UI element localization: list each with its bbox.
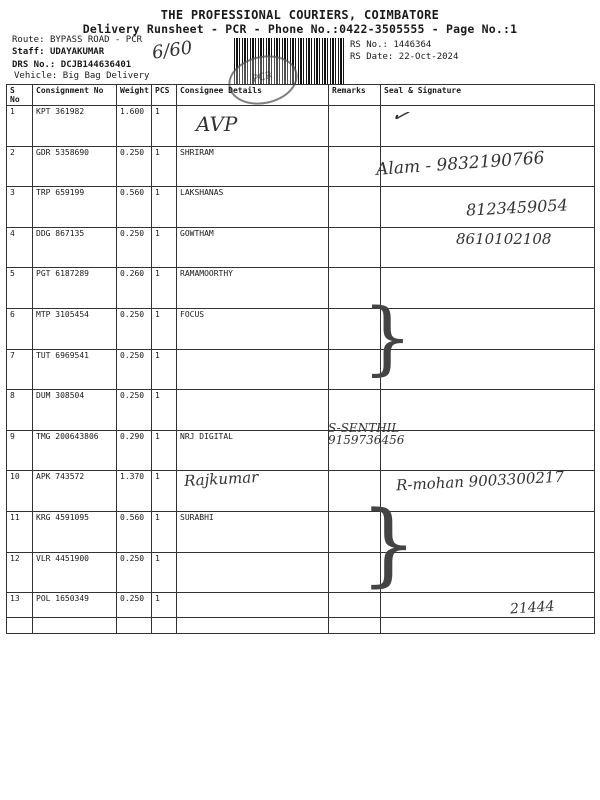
cell-consignment: DUM 308504 (33, 390, 117, 431)
cell-consignee (177, 349, 329, 390)
cell-remarks (329, 593, 381, 634)
cell-weight: 1.600 (117, 106, 152, 147)
cell-sno: 13 (7, 593, 33, 634)
handwritten-signature-row10: R-mohan 9003300217 (395, 467, 565, 495)
cell-consignee (177, 390, 329, 431)
cell-pcs: 1 (152, 349, 177, 390)
col-sno: S No (7, 85, 33, 106)
table-row (7, 511, 595, 552)
cell-sno: 10 (7, 471, 33, 512)
route-value: BYPASS ROAD - PCR (49, 35, 143, 45)
rs-no-line (350, 40, 431, 51)
cell-weight: 0.250 (117, 349, 152, 390)
cell-pcs: 1 (152, 552, 177, 593)
cell-pcs: 1 (152, 187, 177, 228)
drs-value: DCJB144636401 (60, 60, 132, 70)
pcr-stamp: PCR (224, 49, 302, 111)
rs-date-line (350, 52, 458, 63)
bracket-mark-rows-11-13: } (360, 492, 418, 597)
vehicle-value: Big Bag Delivery (62, 71, 150, 81)
cell-consignment: MTP 3105454 (33, 308, 117, 349)
cell-remarks (329, 227, 381, 268)
table-row (7, 106, 595, 147)
vehicle-label: Vehicle: (14, 71, 58, 81)
cell-pcs: 1 (152, 146, 177, 187)
cell-consignee: FOCUS (177, 308, 329, 349)
vehicle-line (14, 71, 149, 82)
cell-pcs: 1 (152, 511, 177, 552)
cell-consignment: TRP 659199 (33, 187, 117, 228)
cell-sno: 6 (7, 308, 33, 349)
cell-consignment: TUT 6969541 (33, 349, 117, 390)
checkmark-scribble: ✓ (388, 100, 413, 130)
table-row (7, 552, 595, 593)
cell-consignment: KPT 361982 (33, 106, 117, 147)
cell-weight: 0.260 (117, 268, 152, 309)
handwritten-count: 6/60 (150, 37, 194, 64)
cell-consignee (177, 593, 329, 634)
handwritten-consignee-row10: Rajkumar (183, 468, 259, 490)
cell-pcs: 1 (152, 430, 177, 471)
handwritten-signature-row2: Alam - 9832190766 (375, 148, 546, 180)
cell-consignee: RAMAMOORTHY (177, 268, 329, 309)
cell-sno: 9 (7, 430, 33, 471)
cell-consignment: KRG 4591095 (33, 511, 117, 552)
rs-no-label: RS No.: (350, 40, 388, 50)
cell-remarks (329, 187, 381, 228)
staff-label: Staff: (12, 47, 45, 57)
table-row (7, 430, 595, 471)
cell-consignment: APK 743572 (33, 471, 117, 512)
cell-pcs: 1 (152, 268, 177, 309)
handwritten-phone-row3: 8123459054 (465, 195, 569, 220)
cell-sno: 11 (7, 511, 33, 552)
cell-weight: 0.250 (117, 390, 152, 431)
cell-pcs: 1 (152, 106, 177, 147)
cell-consignment: POL 1650349 (33, 593, 117, 634)
drs-label: DRS No.: (12, 60, 56, 70)
cell-consignment: GDR 5358690 (33, 146, 117, 187)
cell-consignee: LAKSHANAS (177, 187, 329, 228)
cell-pcs: 1 (152, 593, 177, 634)
cell-consignee: SHRIRAM (177, 146, 329, 187)
cell-sno: 4 (7, 227, 33, 268)
table-row (7, 349, 595, 390)
cell-sno: 1 (7, 106, 33, 147)
cell-sno: 3 (7, 187, 33, 228)
cell-consignee: NRJ DIGITAL (177, 430, 329, 471)
col-pcs: PCS (152, 85, 177, 106)
runsheet-subtitle: Delivery Runsheet - PCR - Phone No.:0422-3505555 - Page No.:1 (82, 22, 518, 36)
table-row (7, 268, 595, 309)
route-line (12, 35, 142, 46)
cell-weight: 1.370 (117, 471, 152, 512)
cell-sno: 12 (7, 552, 33, 593)
cell-consignment: TMG 200643806 (33, 430, 117, 471)
handwritten-phone-row4: 8610102108 (456, 230, 552, 248)
rs-date-value: 22-Oct-2024 (398, 52, 459, 62)
cell-pcs: 1 (152, 227, 177, 268)
handwritten-consignee-row1: AVP (196, 112, 238, 136)
cell-weight: 0.250 (117, 146, 152, 187)
cell-pcs: 1 (152, 390, 177, 431)
cell-consignee: GOWTHAM (177, 227, 329, 268)
cell-pcs: 1 (152, 308, 177, 349)
staff-value: UDAYAKUMAR (49, 47, 105, 57)
cell-weight: 0.250 (117, 308, 152, 349)
cell-weight: 0.250 (117, 593, 152, 634)
cell-signature (381, 106, 595, 147)
cell-weight: 0.250 (117, 227, 152, 268)
table-header-row (7, 85, 595, 106)
drs-line (12, 60, 131, 71)
cell-sno: 7 (7, 349, 33, 390)
table-row (7, 593, 595, 634)
cell-sno: 2 (7, 146, 33, 187)
cell-pcs: 1 (152, 471, 177, 512)
route-label: Route: (12, 35, 45, 45)
cell-consignee (177, 552, 329, 593)
company-title: THE PROFESSIONAL COURIERS, COIMBATORE (160, 8, 440, 22)
cell-sno: 8 (7, 390, 33, 431)
cell-weight: 0.560 (117, 187, 152, 228)
table-bottom-rule (6, 617, 594, 618)
cell-consignment: DDG 867135 (33, 227, 117, 268)
table-row (7, 390, 595, 431)
cell-weight: 0.250 (117, 552, 152, 593)
cell-remarks (329, 146, 381, 187)
cell-signature (381, 593, 595, 634)
handwritten-remark-row9: S-SENTHIL 9159736456 (328, 421, 405, 447)
col-consignment: Consignment No (33, 85, 117, 106)
rs-no-value: 1446364 (393, 40, 432, 50)
rs-date-label: RS Date: (350, 52, 394, 62)
bracket-mark-rows-6-8: } (362, 291, 413, 384)
cell-weight: 0.560 (117, 511, 152, 552)
cell-remarks (329, 106, 381, 147)
cell-consignment: PGT 6187289 (33, 268, 117, 309)
table-row (7, 308, 595, 349)
col-remarks: Remarks (329, 85, 381, 106)
cell-consignee: SURABHI (177, 511, 329, 552)
staff-line (12, 47, 104, 58)
cell-sno: 5 (7, 268, 33, 309)
cell-weight: 0.290 (117, 430, 152, 471)
cell-consignment: VLR 4451900 (33, 552, 117, 593)
col-consignee: Consignee Details (177, 85, 329, 106)
handwritten-signature-row13: 21444 (509, 598, 556, 618)
col-seal-signature: Seal & Signature (381, 85, 595, 106)
col-weight: Weight (117, 85, 152, 106)
